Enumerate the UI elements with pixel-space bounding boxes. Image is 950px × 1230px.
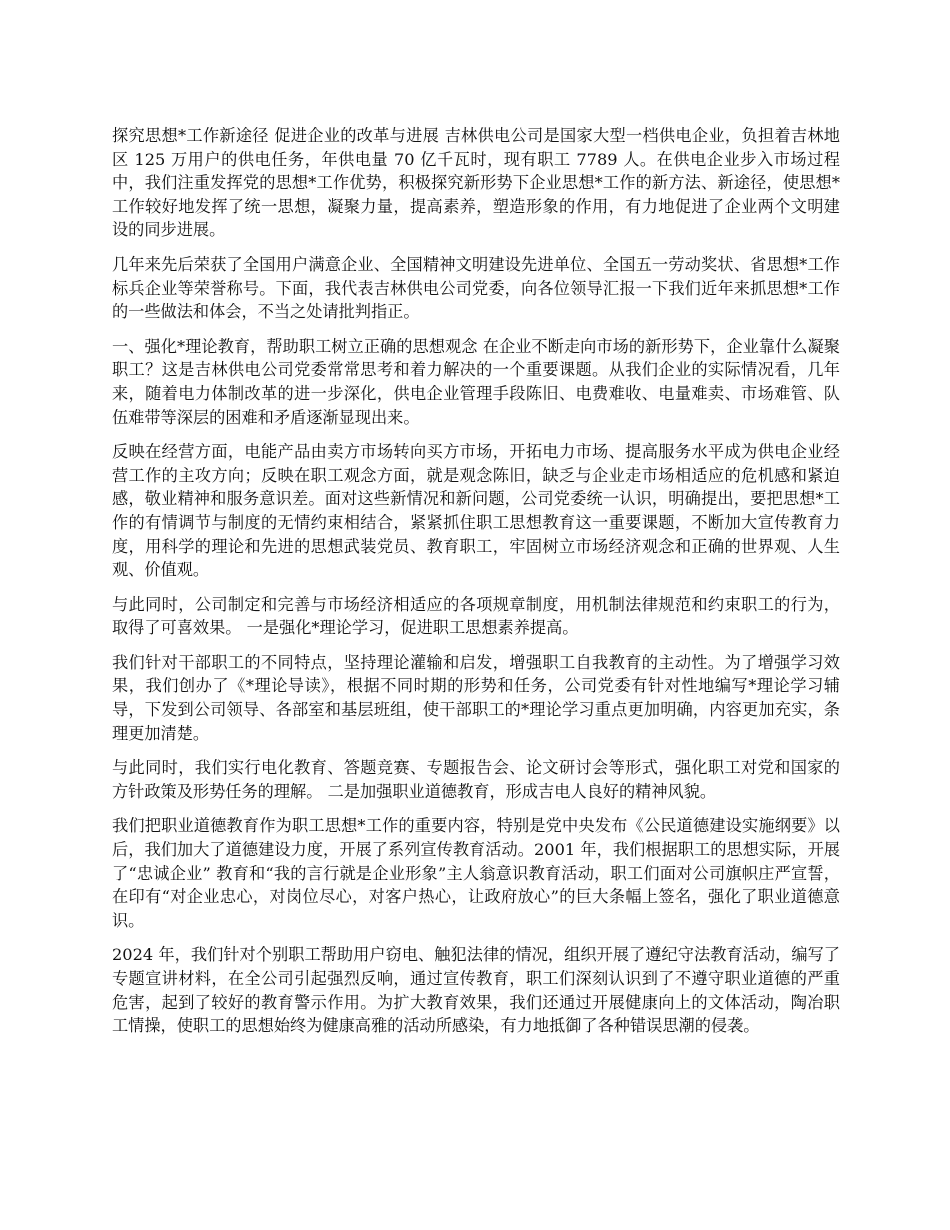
- paragraph-8: 我们把职业道德教育作为职工思想*工作的重要内容，特别是党中央发布《公民道德建设实施纲要》以后，我们加大了道德建设力度，开展了系列宣传教育活动。2001 年，我们根据职工的思想实际，开展了“忠诚企业” 教育和“我的言行就是企业形象”主人翁意识教育活动，职工们面对公司旗帜庄严宣誓，在印有“对企业忠心，对岗位尽心，对客户热心，让政府放心”的巨大条幅上签名，强化了职业道德意识。: [112, 816, 840, 930]
- paragraph-7: 与此同时，我们实行电化教育、答题竞赛、专题报告会、论文研讨会等形式，强化职工对党和国家的方针政策及形势任务的理解。 二是加强职业道德教育，形成吉电人良好的精神风貌。: [112, 758, 840, 801]
- document-body: [112, 124, 840, 1049]
- paragraph-2: 几年来先后荣获了全国用户满意企业、全国精神文明建设先进单位、全国五一劳动奖状、省思想*工作标兵企业等荣誉称号。下面，我代表吉林供电公司党委，向各位领导汇报一下我们近年来抓思想*工作的一些做法和体会，不当之处请批判指正。: [112, 254, 840, 322]
- paragraph-9: 2024 年，我们针对个别职工帮助用户窃电、触犯法律的情况，组织开展了遵纪守法教育活动，编写了专题宣讲材料，在全公司引起强烈反响，通过宣传教育，职工们深刻认识到了不遵守职业道德的严重危害，起到了较好的教育警示作用。为扩大教育效果，我们还通过开展健康向上的文体活动，陶冶职工情操，使职工的思想始终为健康高雅的活动所感染，有力地抵御了各种错误思潮的侵袭。: [112, 945, 840, 1036]
- paragraph-5: 与此同时，公司制定和完善与市场经济相适应的各项规章制度，用机制法律规范和约束职工的行为，取得了可喜效果。 一是强化*理论学习，促进职工思想素养提高。: [112, 594, 840, 638]
- paragraph-6: 我们针对干部职工的不同特点，坚持理论灌输和启发，增强职工自我教育的主动性。为了增强学习效果，我们创办了《*理论导读》，根据不同时期的形势和任务，公司党委有针对性地编写*理论学习辅导，下发到公司领导、各部室和基层班组，使干部职工的*理论学习重点更加明确，内容更加充实，条理更加清楚。: [112, 652, 840, 743]
- paragraph-4: 反映在经营方面，电能产品由卖方市场转向买方市场，开拓电力市场、提高服务水平成为供电企业经营工作的主攻方向；反映在职工观念方面，就是观念陈旧，缺乏与企业走市场相适应的危机感和紧迫感，敬业精神和服务意识差。面对这些新情况和新问题，公司党委统一认识，明确提出，要把思想*工作的有情调节与制度的无情约束相结合，紧紧抓住职工思想教育这一重要课题，不断加大宣传教育力度，用科学的理论和先进的思想武装党员、教育职工，牢固树立市场经济观念和正确的世界观、人生观、价值观。: [112, 442, 840, 580]
- paragraph-3: 一、强化*理论教育，帮助职工树立正确的思想观念 在企业不断走向市场的新形势下，企业靠什么凝聚职工？这是吉林供电公司党委常常思考和着力解决的一个重要课题。从我们企业的实际情况看，几年来，随着电力体制改革的进一步深化，供电企业管理手段陈旧、电费难收、电量难卖、市场难管、队伍难带等深层的困难和矛盾逐渐显现出来。: [112, 336, 840, 427]
- paragraph-1: 探究思想*工作新途径 促进企业的改革与进展 吉林供电公司是国家大型一档供电企业，负担着吉林地区 125 万用户的供电任务，年供电量 70 亿千瓦时，现有职工 7789 人。在供电企业步入市场过程中，我们注重发挥党的思想*工作优势，积极探究新形势下企业思想*工作的新方法、新途径，使思想*工作较好地发挥了统一思想，凝聚力量，提高素养，塑造形象的作用，有力地促进了企业两个文明建设的同步进展。: [112, 126, 840, 240]
